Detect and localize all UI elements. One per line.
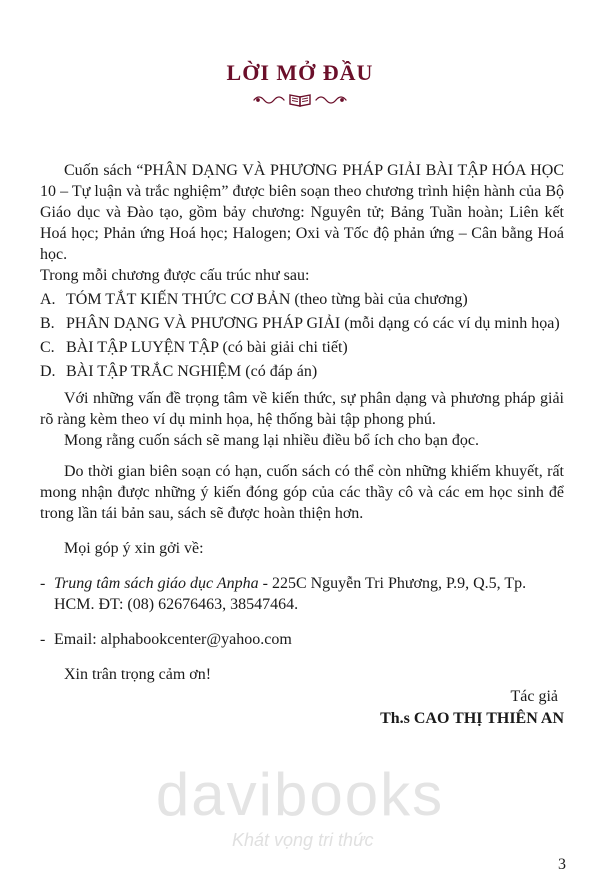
address-text [54, 573, 564, 615]
section-marker: D. [40, 363, 56, 380]
contact-email [40, 629, 564, 650]
watermark-brand: davibooks [155, 761, 445, 828]
thanks-line: Xin trân trọng cảm ơn! [64, 666, 212, 683]
section-text: BÀI TẬP TRẮC NGHIỆM (có đáp án) [66, 363, 318, 380]
section-marker: C. [40, 339, 55, 356]
structure-intro: Trong mỗi chương được cấu trúc như sau: [40, 267, 310, 284]
section-text: TÓM TẮT KIẾN THỨC CƠ BẢN (theo từng bài của chương) [66, 291, 468, 308]
intro-paragraph: Cuốn sách “PHÂN DẠNG VÀ PHƯƠNG PHÁP GIẢI BÀI TẬP HÓA HỌC 10 – Tự luận và trắc nghiệm” được biên soạn theo chương trình hiện hành của Bộ Giáo dục và Đào tạo, gồm bảy chương: Nguyên tử; Bảng Tuần hoàn; Liên kết Hoá học; Phản ứng Hoá học; Halogen; Oxi và Tốc độ phản ứng – Cân bằng Hoá học. [40, 162, 564, 263]
book-ornament-icon [252, 90, 348, 108]
section-item-a [40, 289, 564, 310]
hope-paragraph: Mong rằng cuốn sách sẽ mang lại nhiều điều bổ ích cho bạn đọc. [64, 432, 479, 449]
email-text: Email: alphabookcenter@yahoo.com [54, 631, 292, 648]
section-item-c [40, 337, 564, 358]
list-dash: - [40, 575, 46, 592]
page-title: LỜI MỞ ĐẦU [226, 60, 374, 85]
section-text: BÀI TẬP LUYỆN TẬP (có bài giải chi tiết) [66, 339, 348, 356]
section-marker: B. [40, 315, 55, 332]
contact-address [40, 573, 564, 615]
center-address: - 225C Nguyễn Tri Phương, P.9, Q.5, Tp. HCM. ĐT: (08) 62676463, 38547464. [54, 575, 527, 613]
section-item-d [40, 361, 564, 382]
section-text: PHÂN DẠNG VÀ PHƯƠNG PHÁP GIẢI (mỗi dạng có các ví dụ minh họa) [66, 315, 560, 332]
watermark-slogan: Khát vọng tri thức [232, 830, 374, 850]
center-name: Trung tâm sách giáo dục Anpha [54, 575, 259, 592]
list-dash: - [40, 631, 46, 648]
limitation-paragraph: Do thời gian biên soạn có hạn, cuốn sách có thể còn những khiếm khuyết, rất mong nhận được những ý kiến đóng góp của các thầy cô và các em học sinh để trong lần tái bản sau, sách sẽ được hoàn thiện hơn. [40, 463, 564, 522]
section-marker: A. [40, 291, 56, 308]
preface-body [40, 160, 564, 685]
section-item-b [40, 313, 564, 334]
author-role: Tác giả [510, 688, 558, 705]
author-name: Th.s CAO THỊ THIÊN AN [380, 710, 564, 727]
feedback-label: Mọi góp ý xin gởi về: [64, 540, 204, 557]
focus-paragraph: Với những vấn đề trọng tâm về kiến thức, sự phân dạng và phương pháp giải rõ ràng kèm theo ví dụ minh họa, hệ thống bài tập phong phú. [40, 390, 564, 428]
page-number: 3 [558, 856, 566, 873]
